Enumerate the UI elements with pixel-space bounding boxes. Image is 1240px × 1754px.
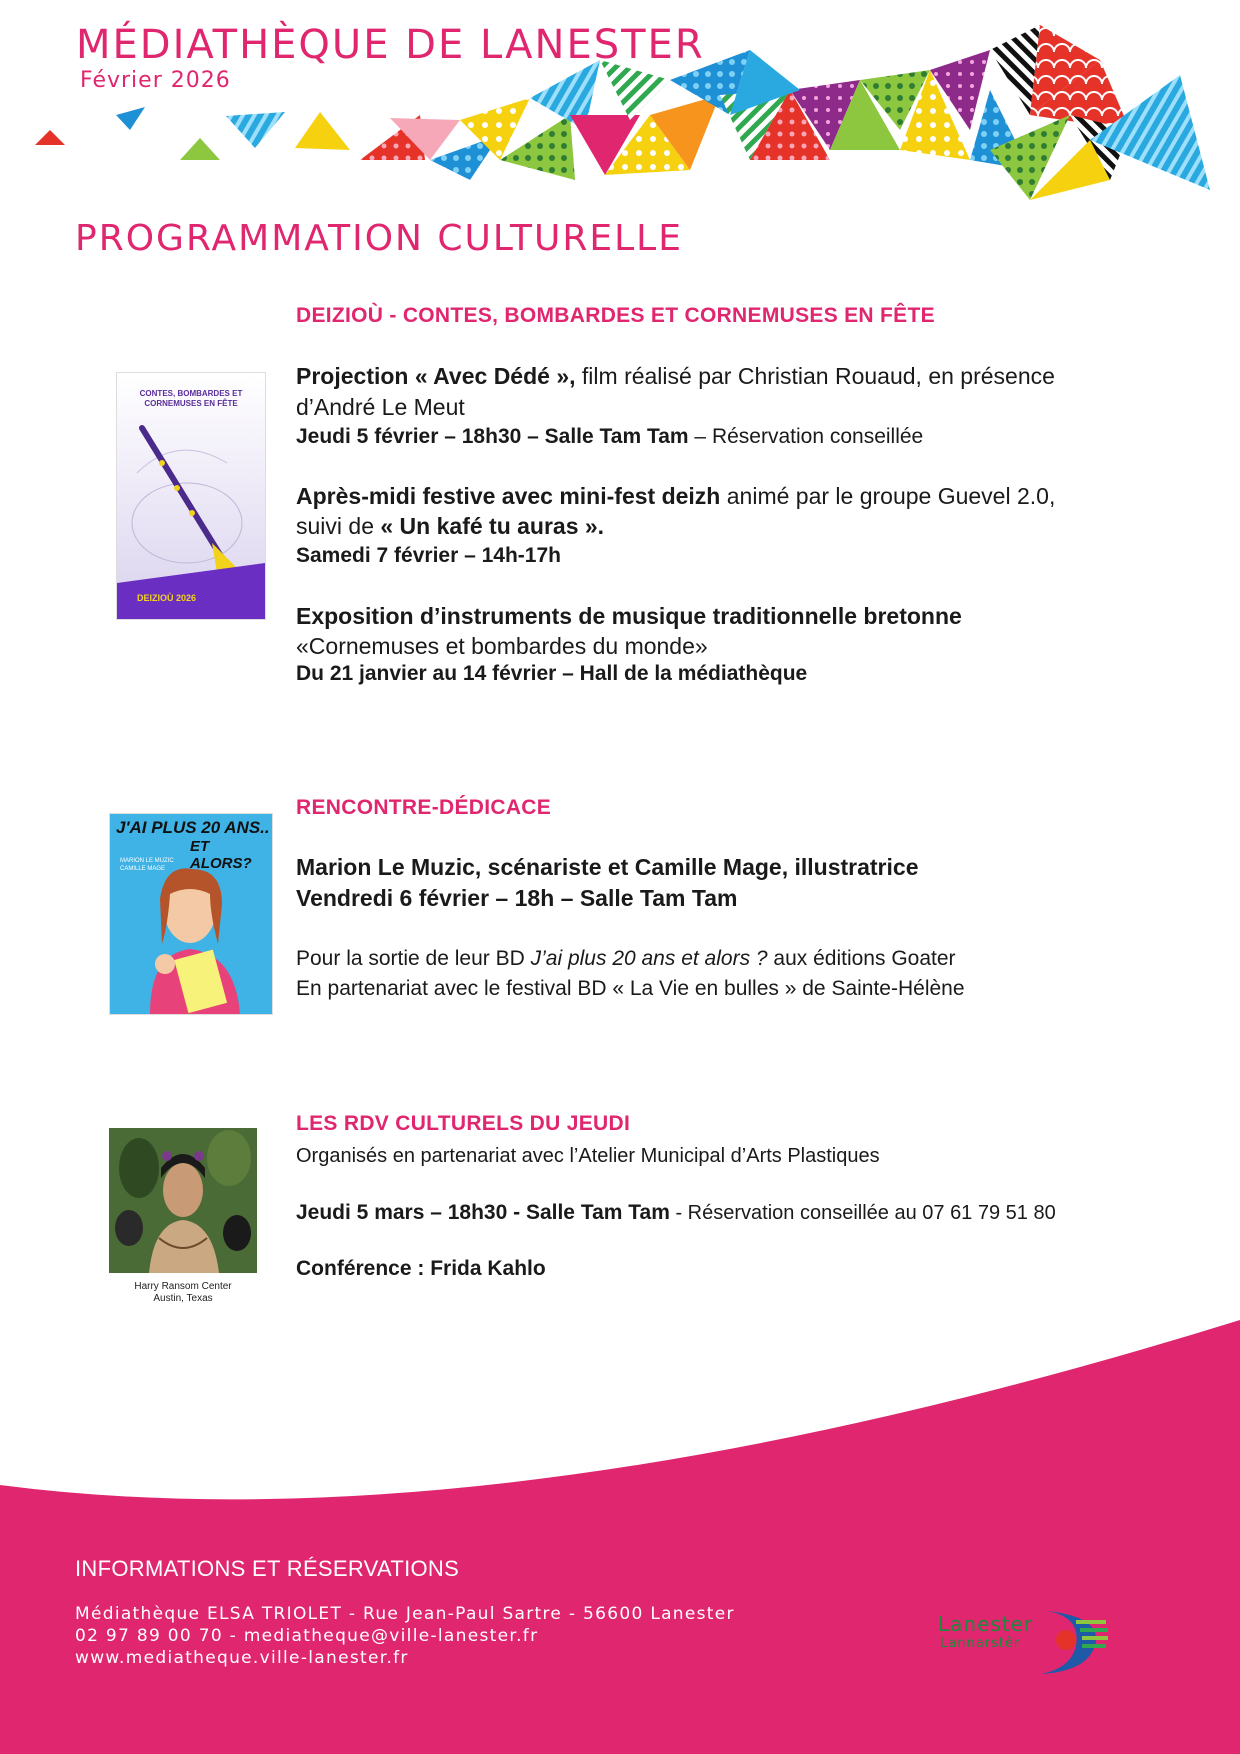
event1-line2: d’André Le Meut (296, 394, 465, 420)
decorative-triangle-banner (30, 20, 1220, 215)
section3-sub: Organisés en partenariat avec l’Atelier Municipal d’Arts Plastiques (296, 1145, 880, 1167)
bd-cover-title-line1: J'AI PLUS 20 ANS.. (116, 818, 270, 837)
event2-line2-pre: suivi de (296, 513, 381, 539)
event2-when: Samedi 7 février – 14h-17h (296, 544, 561, 567)
footer-heading: INFORMATIONS ET RÉSERVATIONS (75, 1556, 460, 1581)
deiziou-poster (116, 372, 266, 620)
section2-desc2: En partenariat avec le festival BD « La Vie en bulles » de Sainte-Hélène (296, 977, 965, 1000)
event3-subtitle: «Cornemuses et bombardes du monde» (296, 633, 708, 659)
issue-date: Février 2026 (80, 68, 231, 93)
section3-heading: LES RDV CULTURELS DU JEUDI (296, 1112, 631, 1135)
portrait-caption-line1: Harry Ransom Center (134, 1281, 232, 1292)
footer-contact[interactable]: 02 97 89 00 70 - mediatheque@ville-lanester.fr (75, 1626, 539, 1646)
section2-heading: RENCONTRE-DÉDICACE (296, 796, 552, 819)
poster-top-text: CONTES, BOMBARDES ET CORNEMUSES EN FÊTE (139, 389, 243, 408)
event2-title-bold: Après-midi festive avec mini-fest deizh (296, 483, 721, 509)
footer-wave (0, 1320, 1240, 1754)
section-title: PROGRAMMATION CULTURELLE (75, 218, 683, 259)
section2-line2: Vendredi 6 février – 18h – Salle Tam Tam (296, 885, 738, 911)
section3-when (296, 1199, 1056, 1227)
portrait-illustration (109, 1128, 257, 1273)
event3-when: Du 21 janvier au 14 février – Hall de la médiathèque (296, 662, 808, 685)
conference-title: Conférence : Frida Kahlo (296, 1257, 546, 1280)
event1-title-rest: film réalisé par Christian Rouaud, en présence (575, 363, 1055, 389)
bd-cover-poster (109, 813, 273, 1015)
brand-title: MÉDIATHÈQUE DE LANESTER (76, 22, 705, 68)
footer-address: Médiathèque ELSA TRIOLET - Rue Jean-Paul Sartre - 56600 Lanester (75, 1604, 735, 1624)
event1-title (296, 361, 1176, 392)
bd-cover-illustration (110, 814, 272, 1014)
event3-title: Exposition d’instruments de musique traditionnelle bretonne (296, 603, 962, 629)
bd-cover-title-line2: ET ALORS? (190, 838, 252, 872)
event1-title-bold: Projection « Avec Dédé », (296, 363, 576, 389)
event1-when-bold: Jeudi 5 février – 18h30 – Salle Tam Tam (296, 425, 689, 448)
section2-desc1 (296, 945, 956, 973)
event1-when (296, 423, 923, 451)
logo-line1: Lanester (938, 1612, 1034, 1636)
bombarde-illustration (117, 373, 265, 619)
section3-when-bold: Jeudi 5 mars – 18h30 - Salle Tam Tam (296, 1201, 670, 1224)
bd-cover-author2: CAMILLE MAGE (120, 866, 166, 872)
section2-desc1-pre: Pour la sortie de leur BD (296, 947, 531, 970)
frida-portrait (109, 1128, 257, 1273)
section2-line1: Marion Le Muzic, scénariste et Camille Mage, illustratrice (296, 854, 919, 880)
poster-bottom-text: DEIZIOÙ 2026 (137, 593, 197, 603)
bd-cover-author1: MARION LE MUZIC (120, 858, 174, 864)
portrait-caption (109, 1281, 257, 1305)
lanester-logo (938, 1606, 1118, 1676)
section1-heading: DEIZIOÙ - CONTES, BOMBARDES ET CORNEMUSES EN FÊTE (296, 304, 935, 327)
footer-website[interactable]: www.mediatheque.ville-lanester.fr (75, 1648, 409, 1668)
logo-emblem-icon (1036, 1606, 1116, 1676)
section2-desc1-italic: J’ai plus 20 ans et alors ? (530, 947, 768, 970)
logo-line2: Lannarstêr (940, 1636, 1021, 1651)
section2-desc1-post: aux éditions Goater (767, 947, 956, 970)
event1-when-rest: – Réservation conseillée (688, 425, 924, 448)
event2-title (296, 481, 1196, 512)
section3-when-rest: - Réservation conseillée au 07 61 79 51 80 (669, 1202, 1056, 1224)
event2-line2-bold: « Un kafé tu auras ». (380, 513, 605, 539)
event2-title-rest: animé par le groupe Guevel 2.0, (720, 483, 1056, 509)
event2-line2 (296, 511, 604, 542)
portrait-caption-line2: Austin, Texas (153, 1293, 213, 1304)
